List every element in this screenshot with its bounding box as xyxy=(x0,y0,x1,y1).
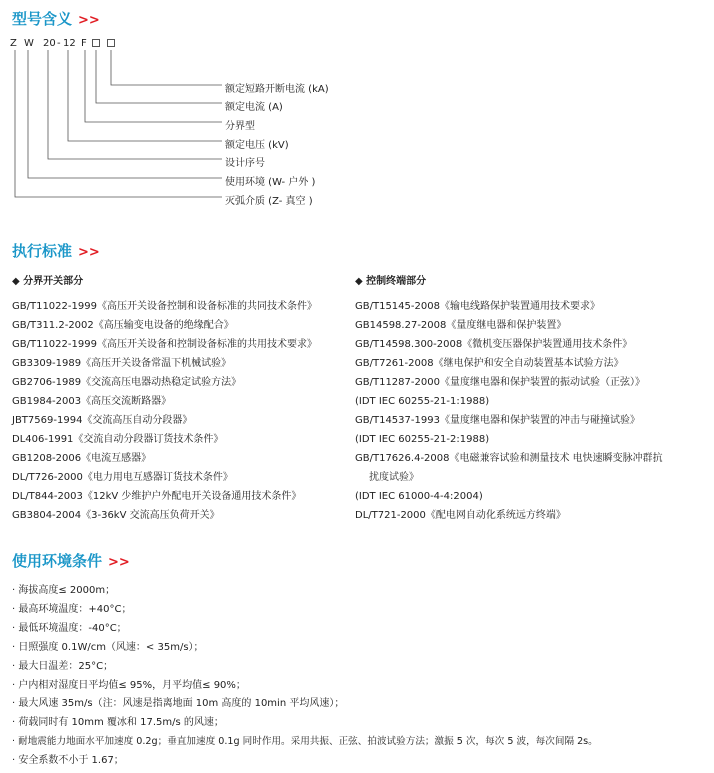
standard-item: GB/T11022-1999《高压开关设备控制和设备标准的共同技术条件》 xyxy=(12,301,317,312)
code-20: 20 xyxy=(43,38,56,49)
standard-item: DL/T726-2000《电力用电互感器订货技术条件》 xyxy=(12,472,233,483)
environment-title: 使用环境条件 xyxy=(12,552,103,570)
model-title: 型号含义 xyxy=(12,10,73,28)
standard-item: GB1208-2006《电流互感器》 xyxy=(12,453,152,464)
standard-item: GB1984-2003《高压交流断路器》 xyxy=(12,396,172,407)
env-item-altitude: · 海拔高度≤ 2000m； xyxy=(12,585,116,596)
env-item-min-temp: · 最低环境温度：-40°C； xyxy=(12,622,127,634)
standard-item: GB3309-1989《高压开关设备常温下机械试验》 xyxy=(12,358,232,369)
standard-item: GB2706-1989《交流高压电器动热稳定试验方法》 xyxy=(12,377,242,388)
code-w: W xyxy=(24,38,34,49)
env-item-ice-load: · 荷载同时有 10mm 覆冰和 17.5m/s 的风速； xyxy=(12,717,224,729)
standard-item: GB/T11022-1999《高压开关设备和控制设备标准的共用技术要求》 xyxy=(12,339,317,350)
standard-item: DL/T844-2003《12kV 少维护户外配电开关设备通用技术条件》 xyxy=(12,491,302,502)
control-standards-title: ◆ 控制终端部分 xyxy=(355,276,427,287)
standard-item: DL/T721-2000《配电网自动化系统远方终端》 xyxy=(355,510,566,521)
standard-item: GB/T15145-2008《输电线路保护装置通用技术要求》 xyxy=(355,301,600,312)
switch-standards-column xyxy=(12,272,317,525)
standard-item: (IDT IEC 60255-21-2:1988) xyxy=(355,434,490,445)
standard-item-continued: 扰度试验》 xyxy=(369,472,419,483)
standard-item: GB/T7261-2008《继电保护和安全自动装置基本试验方法》 xyxy=(355,358,624,369)
environment-arrows-icon: >> xyxy=(108,555,130,570)
env-item-max-temp: · 最高环境温度：+40°C； xyxy=(12,603,132,615)
model-arrows-icon: >> xyxy=(78,13,100,28)
model-diagram-lines xyxy=(0,0,714,210)
standard-item: (IDT IEC 61000-4-4:2004) xyxy=(355,491,483,502)
legend-arc-medium: 灭弧介质 (Z- 真空 ) xyxy=(225,196,313,207)
env-item-safety-factor: · 安全系数不小于 1.67； xyxy=(12,755,124,767)
code-dash: - xyxy=(57,38,61,49)
environment-heading xyxy=(12,550,130,571)
legend-rated-current: 额定电流 (A) xyxy=(225,102,283,113)
standard-item: GB14598.27-2008《量度继电器和保护装置》 xyxy=(355,320,567,331)
env-item-temp-diff: · 最大日温差：25°C； xyxy=(12,660,114,672)
standards-heading xyxy=(12,240,100,261)
env-item-seismic: · 耐地震能力地面水平加速度 0.2g；垂直加速度 0.1g 同时作用。采用共振、正弦、拍波试验方法；激振 5 次，每次 5 波，每次间隔 2s。 xyxy=(12,736,598,748)
env-item-humidity: · 户内相对湿度日平均值≤ 95%，月平均值≤ 90%； xyxy=(12,679,246,691)
legend-environment: 使用环境 (W- 户外 ) xyxy=(225,177,316,188)
standard-item: GB3804-2004《3-36kV 交流高压负荷开关》 xyxy=(12,510,220,521)
legend-rated-voltage: 额定电压 (kV) xyxy=(225,140,289,151)
code-z: Z xyxy=(10,38,17,49)
environment-list xyxy=(12,582,598,771)
legend-short-circuit: 额定短路开断电流 (kA) xyxy=(225,84,329,95)
switch-standards-title: ◆ 分界开关部分 xyxy=(12,276,84,287)
standards-arrows-icon: >> xyxy=(78,245,100,260)
code-12: 12 xyxy=(63,38,76,49)
code-f: F xyxy=(81,38,87,49)
standard-item: JBT7569-1994《交流高压自动分段器》 xyxy=(12,415,193,426)
legend-boundary-type: 分界型 xyxy=(225,121,255,132)
standard-item: (IDT IEC 60255-21-1:1988) xyxy=(355,396,490,407)
standard-item: GB/T14598.300-2008《微机变压器保护装置通用技术条件》 xyxy=(355,339,633,350)
env-item-sunlight: · 日照强度 0.1W/cm（风速：< 35m/s）； xyxy=(12,641,204,653)
env-item-wind-speed: · 最大风速 35m/s（注：风速是指离地面 10m 高度的 10min 平均风速）； xyxy=(12,698,345,710)
standard-item: GB/T17626.4-2008《电磁兼容试验和测量技术 电快速瞬变脉冲群抗 xyxy=(355,453,663,464)
legend-design-serial: 设计序号 xyxy=(225,158,265,169)
control-standards-column xyxy=(355,272,663,525)
standards-title: 执行标准 xyxy=(12,242,73,260)
standard-item: GB/T311.2-2002《高压输变电设备的绝缘配合》 xyxy=(12,320,234,331)
standard-item: GB/T14537-1993《量度继电器和保护装置的冲击与碰撞试验》 xyxy=(355,415,640,426)
standard-item: DL406-1991《交流自动分段器订货技术条件》 xyxy=(12,434,224,445)
standard-item: GB/T11287-2000《量度继电器和保护装置的振动试验（正弦）》 xyxy=(355,377,645,388)
